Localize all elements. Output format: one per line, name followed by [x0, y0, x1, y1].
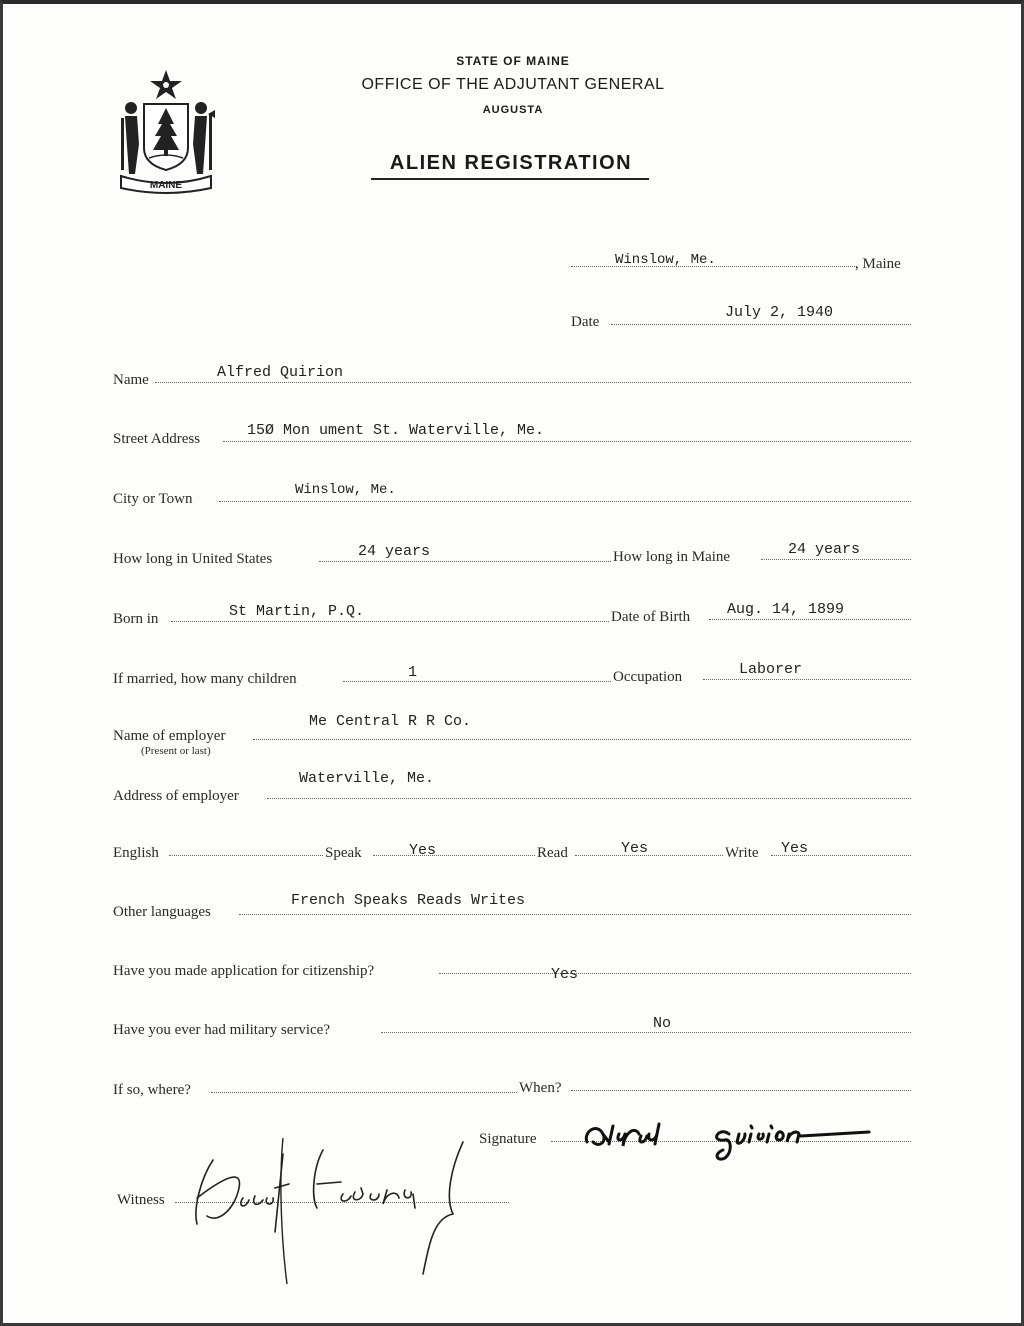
military-value: No	[653, 1015, 672, 1032]
how-long-us-line	[319, 561, 611, 562]
how-long-us-value: 24 years	[358, 543, 431, 560]
employer-name-label: Name of employer	[113, 728, 226, 744]
dob-label: Date of Birth	[611, 609, 691, 625]
date-label: Date	[571, 314, 600, 330]
office-heading: OFFICE OF THE ADJUTANT GENERAL	[361, 76, 665, 93]
other-languages-label: Other languages	[113, 904, 211, 920]
city-heading: AUGUSTA	[482, 104, 544, 116]
write-label: Write	[725, 845, 759, 861]
born-in-line	[171, 621, 609, 622]
title-underline	[371, 178, 649, 180]
speak-value: Yes	[409, 842, 437, 859]
date-line	[611, 324, 911, 325]
employer-address-value: Waterville, Me.	[299, 770, 435, 787]
signature-handwriting	[579, 1112, 879, 1162]
how-long-maine-line	[761, 559, 911, 560]
street-address-line	[223, 441, 911, 442]
employer-name-note: (Present or last)	[141, 745, 211, 757]
city-label: City or Town	[113, 491, 193, 507]
military-label: Have you ever had military service?	[113, 1022, 330, 1038]
other-languages-line	[239, 914, 911, 915]
when-label: When?	[519, 1080, 562, 1096]
witness-signature-handwriting	[183, 1138, 483, 1284]
read-label: Read	[537, 845, 568, 861]
state-heading: STATE OF MAINE	[456, 54, 570, 68]
dob-value: Aug. 14, 1899	[727, 601, 845, 618]
svg-text:MAINE: MAINE	[149, 180, 183, 191]
how-long-us-label: How long in United States	[113, 551, 273, 567]
born-in-label: Born in	[113, 611, 159, 627]
where-line	[211, 1092, 517, 1093]
name-value: Alfred Quirion	[217, 364, 344, 381]
name-label: Name	[113, 372, 149, 388]
born-in-value: St Martin, P.Q.	[229, 603, 365, 620]
children-line	[343, 681, 611, 682]
citizenship-label: Have you made application for citizenship?	[113, 963, 375, 979]
name-line	[155, 382, 911, 383]
street-address-value: 15Ø Mon ument St. Waterville, Me.	[247, 422, 545, 439]
other-languages-value: French Speaks Reads Writes	[291, 892, 526, 909]
citizenship-line	[439, 973, 911, 974]
citizenship-value: Yes	[551, 966, 579, 983]
read-line	[575, 855, 723, 856]
employer-address-label: Address of employer	[113, 788, 239, 804]
where-label: If so, where?	[113, 1082, 191, 1098]
city-value: Winslow, Me.	[295, 482, 396, 498]
children-value: 1	[408, 664, 418, 681]
english-label: English	[113, 845, 159, 861]
english-line	[169, 855, 323, 856]
when-line	[571, 1090, 911, 1091]
read-value: Yes	[621, 840, 649, 857]
occupation-label: Occupation	[613, 669, 683, 685]
write-value: Yes	[781, 840, 809, 857]
speak-line	[373, 855, 535, 856]
military-line	[381, 1032, 911, 1033]
how-long-maine-value: 24 years	[788, 541, 861, 558]
children-label: If married, how many children	[113, 671, 297, 687]
occupation-value: Laborer	[739, 661, 803, 678]
place-suffix-label: , Maine	[855, 256, 901, 272]
occupation-line	[703, 679, 911, 680]
form-title: ALIEN REGISTRATION	[389, 152, 633, 174]
signature-label: Signature	[479, 1131, 537, 1147]
employer-name-value: Me Central R R Co.	[309, 713, 472, 730]
employer-address-line	[267, 798, 911, 799]
witness-label: Witness	[117, 1192, 165, 1208]
street-address-label: Street Address	[113, 431, 201, 447]
dob-line	[709, 619, 911, 620]
speak-label: Speak	[325, 845, 362, 861]
how-long-maine-label: How long in Maine	[613, 549, 731, 565]
city-line	[219, 501, 911, 502]
place-value: Winslow, Me.	[615, 252, 716, 268]
date-value: July 2, 1940	[725, 304, 834, 321]
employer-name-line	[253, 739, 911, 740]
